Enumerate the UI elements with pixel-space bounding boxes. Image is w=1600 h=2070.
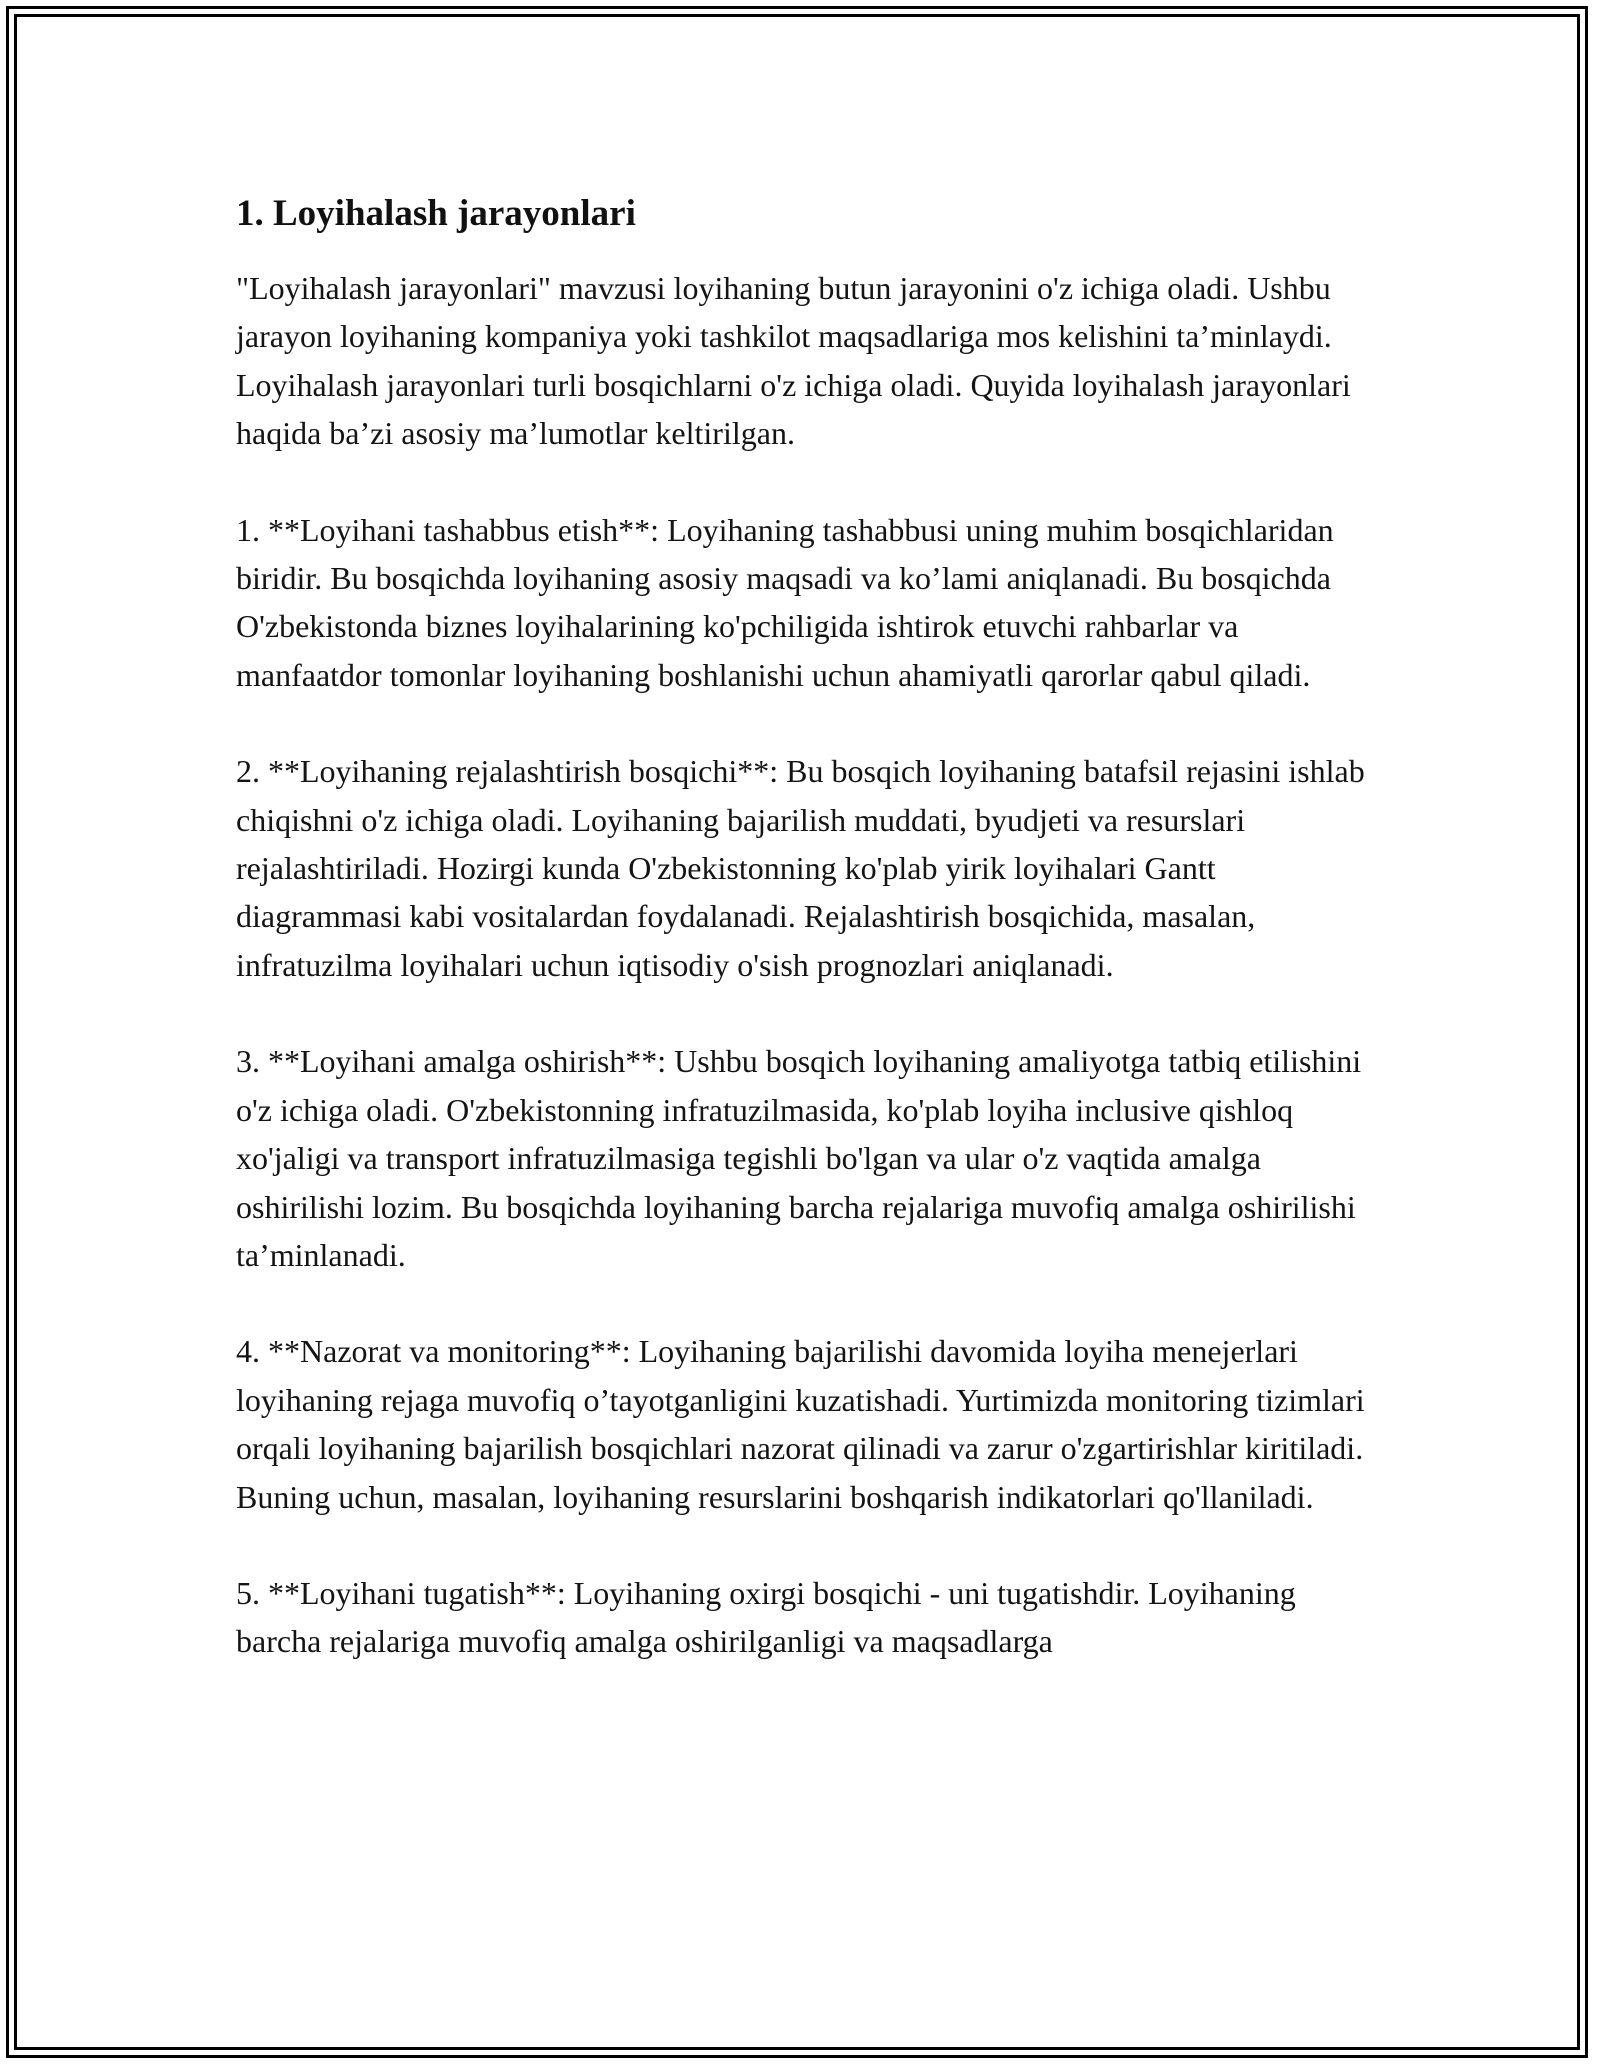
- step-3-paragraph: 3. **Loyihani amalga oshirish**: Ushbu bosqich loyihaning amaliyotga tatbiq etilishini o'z ichiga oladi. O'zbekistonning infratuzilmasida, ko'plab loyiha inclusive qishloq xo'jaligi va transport infratuzilmasiga tegishli bo'lgan va ular o'z vaqtida amalga oshirilishi lozim. Bu bosqichda loyihaning barcha rejalariga muvofiq amalga oshirilishi ta’minlanadi.: [236, 1043, 1362, 1273]
- section-heading: 1. Loyihalash jarayonlari: [236, 193, 636, 234]
- intro-paragraph: "Loyihalash jarayonlari" mavzusi loyihaning butun jarayonini o'z ichiga oladi. Ushbu jarayon loyihaning kompaniya yoki tashkilot maqsadlariga mos kelishini ta’minlaydi. Loyihalash jarayonlari turli bosqichlarni o'z ichiga oladi. Quyida loyihalash jarayonlari haqida ba’zi asosiy ma’lumotlar keltirilgan.: [236, 270, 1351, 452]
- step-5-paragraph: 5. **Loyihani tugatish**: Loyihaning oxirgi bosqichi - uni tugatishdir. Loyihaning barcha rejalariga muvofiq amalga oshirilganligi va maqsadlarga: [236, 1574, 1296, 1660]
- step-1-paragraph: 1. **Loyihani tashabbus etish**: Loyihaning tashabbusi uning muhim bosqichlaridan biridir. Bu bosqichda loyihaning asosiy maqsadi va ko’lami aniqlanadi. Bu bosqichda O'zbekistonda biznes loyihalarining ko'pchiligida ishtirok etuvchi rahbarlar va manfaatdor tomonlar loyihaning boshlanishi uchun ahamiyatli qarorlar qabul qiladi.: [236, 511, 1334, 693]
- step-4-paragraph: 4. **Nazorat va monitoring**: Loyihaning bajarilishi davomida loyiha menejerlari loyihaning rejaga muvofiq o’tayotganligini kuzatishadi. Yurtimizda monitoring tizimlari orqali loyihaning bajarilish bosqichlari nazorat qilinadi va zarur o'zgartirishlar kiritiladi. Buning uchun, masalan, loyihaning resurslarini boshqarish indikatorlari qo'llaniladi.: [236, 1333, 1365, 1515]
- document-body: [236, 188, 1376, 1714]
- step-2-paragraph: 2. **Loyihaning rejalashtirish bosqichi**: Bu bosqich loyihaning batafsil rejasini ishlab chiqishni o'z ichiga oladi. Loyihaning bajarilish muddati, byudjeti va resurslari rejalashtiriladi. Hozirgi kunda O'zbekistonning ko'plab yirik loyihalari Gantt diagrammasi kabi vositalardan foydalanadi. Rejalashtirish bosqichida, masalan, infratuzilma loyihalari uchun iqtisodiy o'sish prognozlari aniqlanadi.: [236, 753, 1365, 983]
